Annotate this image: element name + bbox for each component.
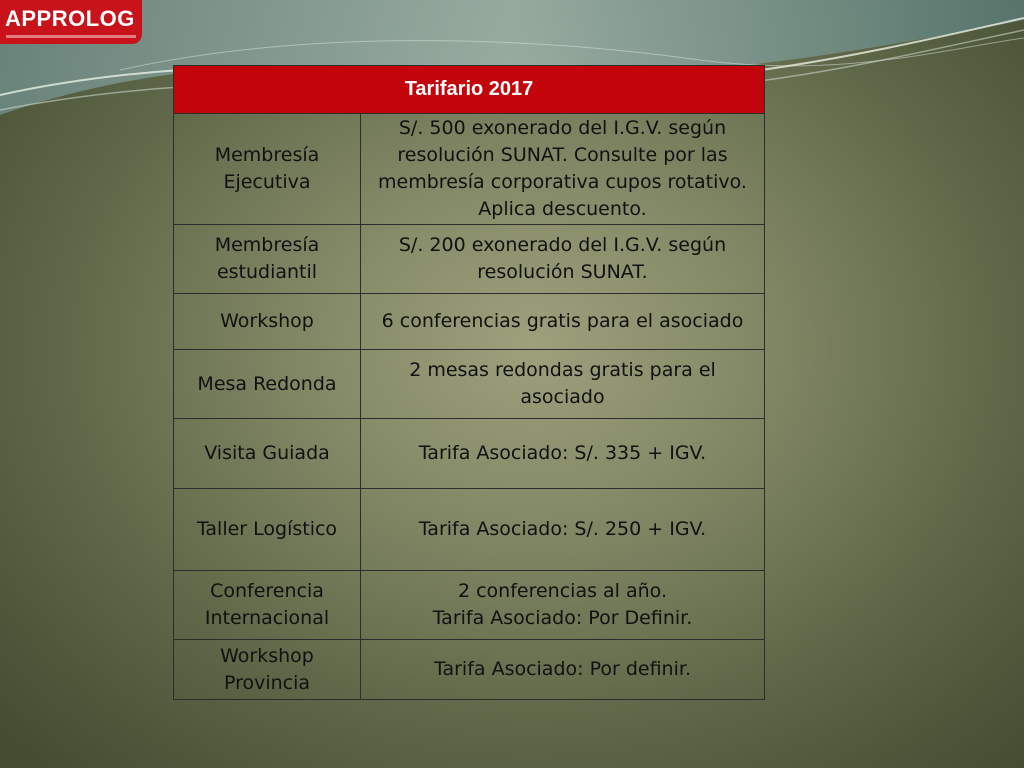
- row-label: Taller Logístico: [174, 489, 361, 571]
- table-header-row: [174, 66, 765, 114]
- row-label: Membresía estudiantil: [174, 225, 361, 294]
- table-row: [174, 350, 765, 419]
- row-value: Tarifa Asociado: S/. 335 + IGV.: [361, 419, 765, 489]
- row-value: Tarifa Asociado: S/. 250 + IGV.: [361, 489, 765, 571]
- table-row: [174, 294, 765, 350]
- row-label: Workshop: [174, 294, 361, 350]
- row-label: Workshop Provincia: [174, 640, 361, 700]
- table-row: [174, 114, 765, 225]
- row-value: 6 conferencias gratis para el asociado: [361, 294, 765, 350]
- table-title: Tarifario 2017: [174, 66, 765, 114]
- table-row: [174, 419, 765, 489]
- row-label: Visita Guiada: [174, 419, 361, 489]
- row-value: S/. 500 exonerado del I.G.V. según resolución SUNAT. Consulte por las membresía corporativa cupos rotativo. Aplica descuento.: [361, 114, 765, 225]
- logo-text: APPROLOG: [5, 6, 135, 31]
- row-value: S/. 200 exonerado del I.G.V. según resolución SUNAT.: [361, 225, 765, 294]
- tarifario-table: [173, 65, 765, 700]
- row-value: 2 mesas redondas gratis para el asociado: [361, 350, 765, 419]
- row-label: Conferencia Internacional: [174, 571, 361, 640]
- table-row: [174, 489, 765, 571]
- approlog-logo: [0, 0, 142, 44]
- logo-tagline-strip: [6, 35, 136, 38]
- row-value: Tarifa Asociado: Por definir.: [361, 640, 765, 700]
- row-label: Membresía Ejecutiva: [174, 114, 361, 225]
- table-row: [174, 225, 765, 294]
- row-value: 2 conferencias al año. Tarifa Asociado: Por Definir.: [361, 571, 765, 640]
- row-label: Mesa Redonda: [174, 350, 361, 419]
- table-row: [174, 640, 765, 700]
- table-row: [174, 571, 765, 640]
